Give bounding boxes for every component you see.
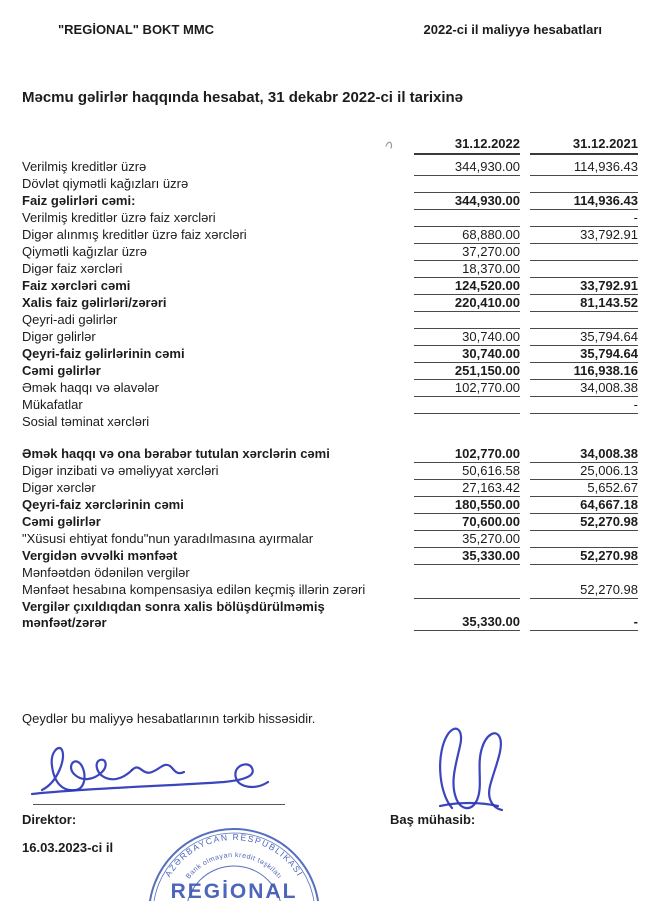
table-body [22, 159, 638, 631]
document-header [0, 0, 662, 37]
table-row [22, 159, 638, 176]
director-signature [28, 732, 283, 810]
row-value-2022: 220,410.00 [414, 295, 520, 312]
row-label: Mükafatlar [22, 397, 83, 412]
row-value-2021 [530, 261, 638, 278]
row-value-2021: 52,270.98 [530, 548, 638, 565]
row-label: Sosial təminat xərcləri [22, 414, 150, 429]
row-value-2021 [530, 312, 638, 329]
row-label: Digər gəlirlər [22, 329, 96, 344]
chief-accountant-label: Baş mühasib: [390, 812, 476, 827]
row-value-2022: 124,520.00 [414, 278, 520, 295]
accountant-signature [418, 718, 513, 818]
page-title: Məcmu gəlirlər haqqında hesabat, 31 dekabr 2022-ci il tarixinə [22, 89, 464, 106]
row-value-2021: 35,794.64 [530, 346, 638, 363]
row-value-2021: 33,792.91 [530, 227, 638, 244]
row-value-2021: 81,143.52 [530, 295, 638, 312]
row-value-2022: 27,163.42 [414, 480, 520, 497]
row-value-2021: 34,008.38 [530, 380, 638, 397]
row-label: Əmək haqqı və əlavələr [22, 380, 159, 395]
row-value-2021: - [530, 210, 638, 227]
row-label: "Xüsusi ehtiyat fondu"nun yaradılmasına ayırmalar [22, 531, 314, 546]
table-row [22, 295, 638, 312]
table-row [22, 599, 638, 631]
stamp-arc-inner-text: Bank olmayan kredit təşkilatı [185, 851, 283, 881]
table-row [22, 446, 638, 463]
table-row [22, 397, 638, 414]
row-value-2022: 102,770.00 [414, 380, 520, 397]
row-value-2022: 70,600.00 [414, 514, 520, 531]
pen-mark [384, 136, 398, 150]
row-label: Faiz xərcləri cəmi [22, 278, 131, 293]
row-label: Digər inzibati və əməliyyat xərcləri [22, 463, 219, 478]
report-date: 16.03.2023-ci il [22, 840, 114, 855]
row-value-2022: 37,270.00 [414, 244, 520, 261]
table-row [22, 261, 638, 278]
table-row [22, 548, 638, 565]
row-value-2022: 344,930.00 [414, 159, 520, 176]
row-value-2021: 116,938.16 [530, 363, 638, 380]
row-value-2021 [530, 414, 638, 431]
row-label: Qeyri-adi gəlirlər [22, 312, 118, 327]
table-row [22, 227, 638, 244]
table-row [22, 463, 638, 480]
row-value-2022 [414, 582, 520, 599]
row-value-2021 [530, 565, 638, 582]
row-value-2021: 25,006.13 [530, 463, 638, 480]
income-statement-table [22, 136, 638, 631]
row-value-2021: - [530, 599, 638, 631]
company-stamp [146, 822, 322, 901]
row-value-2021 [530, 531, 638, 548]
table-row [22, 329, 638, 346]
table-row [22, 414, 638, 431]
row-label: Cəmi gəlirlər [22, 363, 101, 378]
row-value-2021 [530, 244, 638, 261]
row-value-2022 [414, 397, 520, 414]
stamp-name-text: REGİONAL [170, 880, 298, 901]
table-row [22, 380, 638, 397]
table-row [22, 312, 638, 329]
row-value-2022: 35,270.00 [414, 531, 520, 548]
column-header-2022: 31.12.2022 [414, 136, 520, 155]
row-label: Digər xərclər [22, 480, 96, 495]
row-value-2021 [530, 176, 638, 193]
table-header-spacer [22, 136, 414, 155]
row-label: Faiz gəlirləri cəmi: [22, 193, 136, 208]
row-label: Verilmiş kreditlər üzrə [22, 159, 147, 174]
column-header-2021: 31.12.2021 [530, 136, 638, 155]
row-value-2022 [414, 210, 520, 227]
row-value-2021: 5,652.67 [530, 480, 638, 497]
row-value-2022 [414, 565, 520, 582]
table-row [22, 582, 638, 599]
row-value-2021: 52,270.98 [530, 582, 638, 599]
row-label: Verilmiş kreditlər üzrə faiz xərcləri [22, 210, 216, 225]
table-header-row [22, 136, 638, 155]
row-value-2022: 35,330.00 [414, 599, 520, 631]
table-row [22, 346, 638, 363]
stamp-arc-top-text: AZƏRBAYCAN RESPUBLİKASI [162, 831, 306, 879]
row-value-2022: 50,616.58 [414, 463, 520, 480]
table-row [22, 193, 638, 210]
row-label: Xalis faiz gəlirləri/zərəri [22, 295, 167, 310]
table-row [22, 497, 638, 514]
table-row [22, 514, 638, 531]
row-label: Digər alınmış kreditlər üzrə faiz xərcləri [22, 227, 247, 242]
row-value-2022: 180,550.00 [414, 497, 520, 514]
row-value-2022: 251,150.00 [414, 363, 520, 380]
row-value-2022: 30,740.00 [414, 346, 520, 363]
row-value-2022: 18,370.00 [414, 261, 520, 278]
table-row [22, 278, 638, 295]
table-row [22, 531, 638, 548]
row-label: Qeyri-faiz gəlirlərinin cəmi [22, 346, 185, 361]
table-row [22, 480, 638, 497]
footer-note: Qeydlər bu maliyyə hesabatlarının tərkib hissəsidir. [22, 711, 316, 726]
row-value-2022 [414, 414, 520, 431]
row-value-2021: 34,008.38 [530, 446, 638, 463]
row-value-2021: 114,936.43 [530, 193, 638, 210]
row-label: Qeyri-faiz xərclərinin cəmi [22, 497, 184, 512]
row-value-2022: 35,330.00 [414, 548, 520, 565]
row-label: Qiymətli kağızlar üzrə [22, 244, 147, 259]
company-name: "REGİONAL" BOKT MMC [58, 22, 215, 37]
row-value-2021: 114,936.43 [530, 159, 638, 176]
table-row [22, 363, 638, 380]
report-year-label: 2022-ci il maliyyə hesabatları [423, 22, 602, 37]
row-value-2022 [414, 176, 520, 193]
row-value-2021: - [530, 397, 638, 414]
row-label: Digər faiz xərcləri [22, 261, 123, 276]
row-value-2022 [414, 312, 520, 329]
row-label: Vergilər çıxıldıqdan sonra xalis bölüşdürülməmiş mənfəət/zərər [22, 599, 325, 630]
row-label: Dövlət qiymətli kağızları üzrə [22, 176, 189, 191]
row-label: Cəmi gəlirlər [22, 514, 101, 529]
row-label: Mənfəət hesabına kompensasiya edilən keçmiş illərin zərəri [22, 582, 366, 597]
table-row [22, 565, 638, 582]
table-row [22, 210, 638, 227]
signature-line [33, 804, 285, 805]
table-row [22, 244, 638, 261]
row-label: Vergidən əvvəlki mənfəət [22, 548, 178, 563]
row-value-2022: 102,770.00 [414, 446, 520, 463]
row-value-2021: 52,270.98 [530, 514, 638, 531]
row-label: Əmək haqqı və ona bərabər tutulan xərclərin cəmi [22, 446, 330, 461]
row-value-2022: 344,930.00 [414, 193, 520, 210]
table-row [22, 176, 638, 193]
row-label: Mənfəətdən ödənilən vergilər [22, 565, 190, 580]
director-label: Direktor: [22, 812, 77, 827]
row-value-2021: 64,667.18 [530, 497, 638, 514]
row-value-2022: 30,740.00 [414, 329, 520, 346]
row-value-2021: 33,792.91 [530, 278, 638, 295]
row-value-2021: 35,794.64 [530, 329, 638, 346]
row-value-2022: 68,880.00 [414, 227, 520, 244]
